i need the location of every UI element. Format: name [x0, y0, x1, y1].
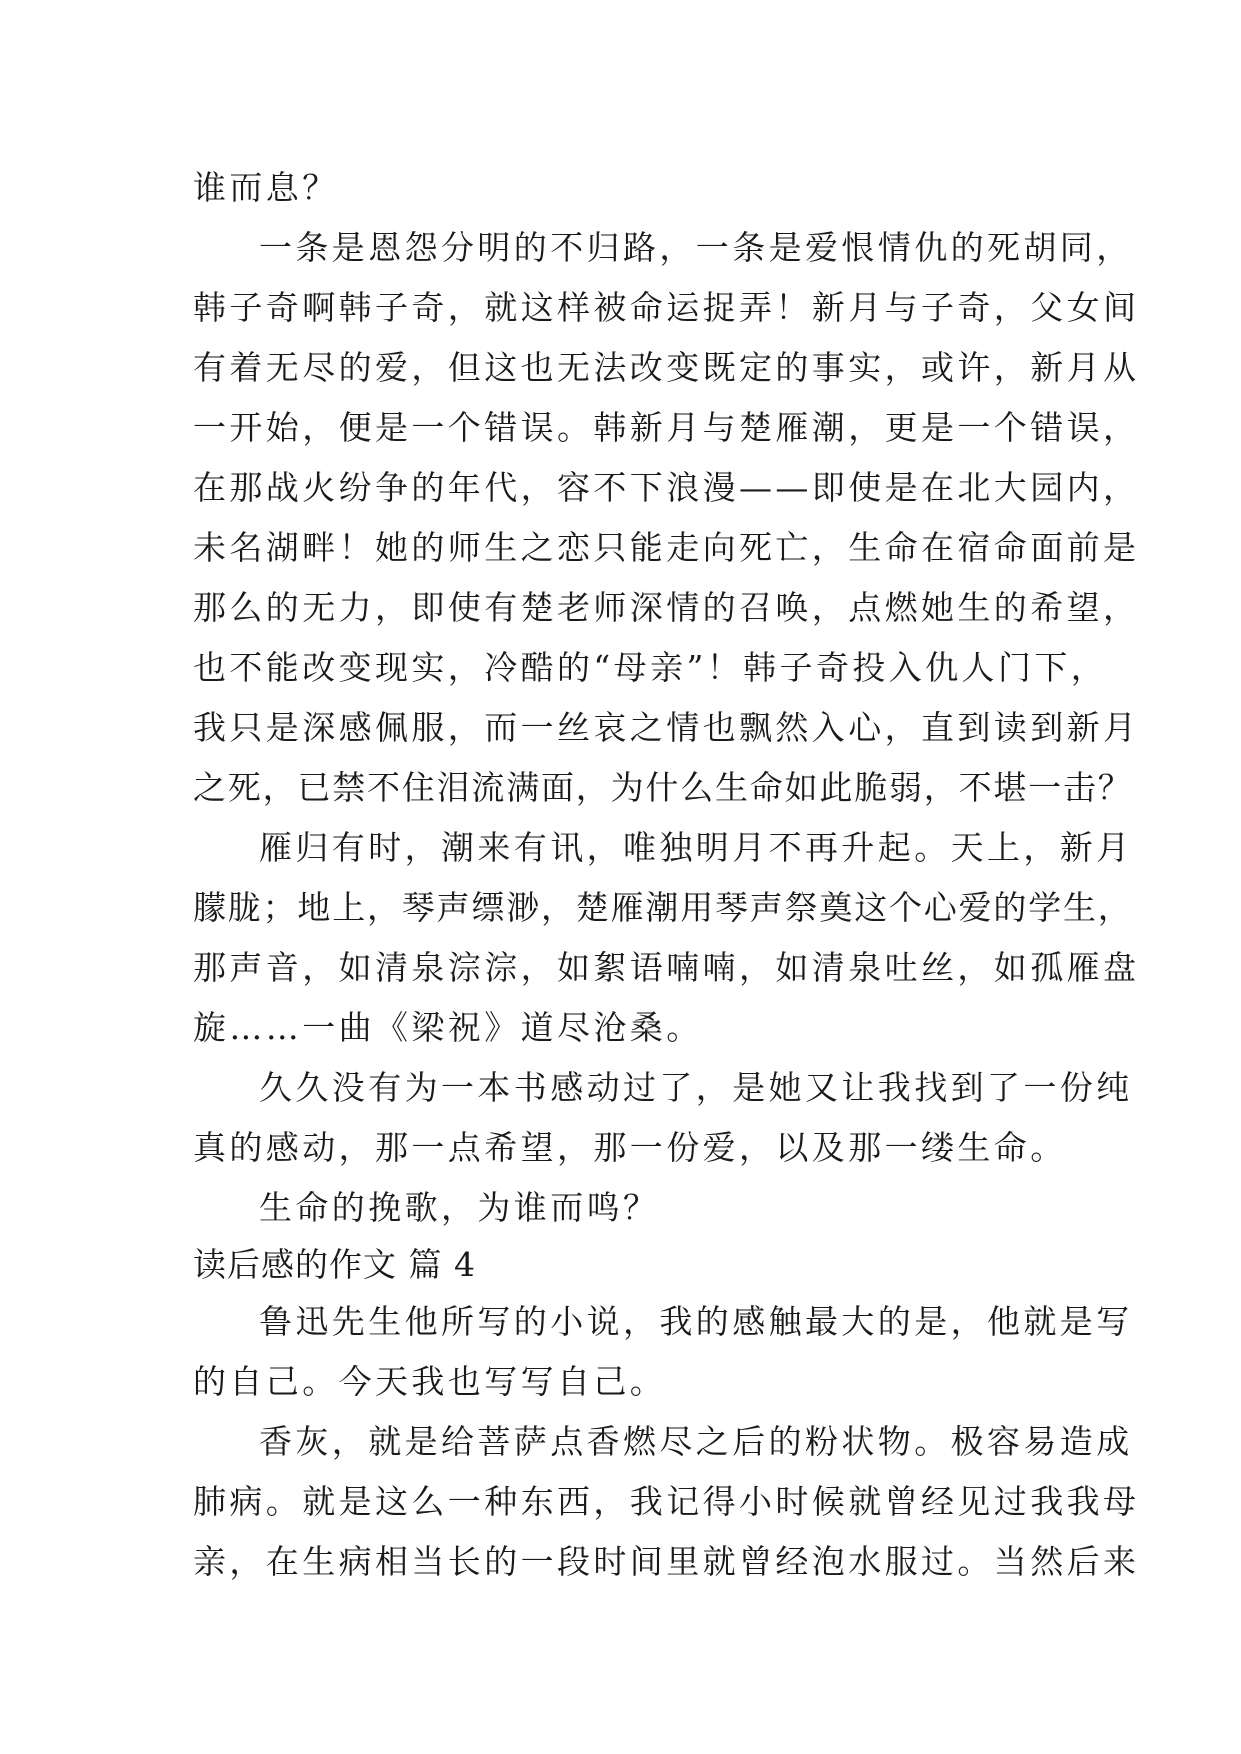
section-heading: 读后感的作文 篇 4 — [193, 1245, 476, 1284]
text-line: 也不能改变现实，冷酷的“母亲”！韩子奇投入仇人门下， — [193, 648, 1108, 687]
text-line: 一开始，便是一个错误。韩新月与楚雁潮，更是一个错误， — [193, 408, 1140, 447]
text-line: 朦胧；地上，琴声缥渺，楚雁潮用琴声祭奠这个心爱的学生， — [193, 888, 1133, 927]
text-line: 肺病。就是这么一种东西，我记得小时候就曾经见过我我母 — [193, 1482, 1140, 1521]
paragraph-start-line: 香灰，就是给菩萨点香燃尽之后的粉状物。极容易造成 — [259, 1422, 1133, 1461]
paragraph-start-line: 鲁迅先生他所写的小说，我的感触最大的是，他就是写 — [259, 1302, 1133, 1341]
text-line: 在那战火纷争的年代，容不下浪漫——即使是在北大园内， — [193, 468, 1140, 507]
text-line: 旋……一曲《梁祝》道尽沧桑。 — [193, 1008, 703, 1047]
paragraph-start-line: 雁归有时，潮来有讯，唯独明月不再升起。天上，新月 — [259, 828, 1133, 867]
text-line: 那声音，如清泉淙淙，如絮语喃喃，如清泉吐丝，如孤雁盘 — [193, 948, 1140, 987]
text-line: 亲，在生病相当长的一段时间里就曾经泡水服过。当然后来 — [193, 1542, 1140, 1581]
text-line: 我只是深感佩服，而一丝哀之情也飘然入心，直到读到新月 — [193, 708, 1140, 747]
text-line: 那么的无力，即使有楚老师深情的召唤，点燃她生的希望， — [193, 588, 1140, 627]
text-line: 韩子奇啊韩子奇，就这样被命运捉弄！新月与子奇，父女间 — [193, 288, 1140, 327]
document-page — [193, 158, 1140, 1592]
paragraph-start-line: 生命的挽歌，为谁而鸣？ — [259, 1188, 660, 1227]
text-line: 未名湖畔！她的师生之恋只能走向死亡，生命在宿命面前是 — [193, 528, 1140, 567]
paragraph-start-line: 一条是恩怨分明的不归路，一条是爱恨情仇的死胡同， — [259, 228, 1133, 267]
text-line: 的自己。今天我也写写自己。 — [193, 1362, 667, 1401]
paragraph-start-line: 久久没有为一本书感动过了，是她又让我找到了一份纯 — [259, 1068, 1133, 1107]
text-line: 有着无尽的爱，但这也无法改变既定的事实，或许，新月从 — [193, 348, 1140, 387]
text-line: 之死，已禁不住泪流满面，为什么生命如此脆弱，不堪一击？ — [193, 768, 1133, 807]
text-line: 真的感动，那一点希望，那一份爱，以及那一缕生命。 — [193, 1128, 1067, 1167]
text-line: 谁而息？ — [193, 168, 339, 207]
